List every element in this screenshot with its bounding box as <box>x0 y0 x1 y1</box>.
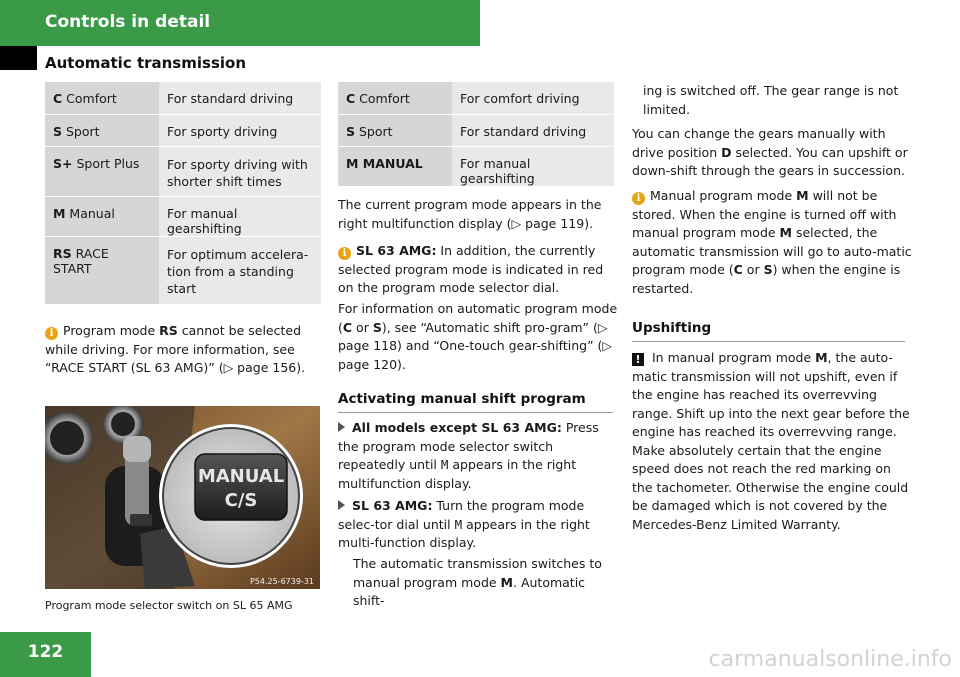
upshifting-warning: ! In manual program mode M, the auto-matic transmission will not upshift, even if the engine has reached its overrevving range. Shift up into the next gear before the engine has reached its overrevving range. Make absolutely certain that the engine speed does not reach the red marking on the tachometer. Otherwise the engine could be damaged which is not covered by the Mercedes-Benz Limited Warranty. <box>632 350 910 532</box>
table-row: S Sport For standard driving <box>338 114 614 146</box>
chapter-title: Controls in detail <box>45 12 211 32</box>
upshifting-heading: Upshifting <box>632 320 905 342</box>
arrow-right-icon <box>338 500 345 510</box>
table-row: S Sport For sporty driving <box>45 114 321 146</box>
table-row: C Comfort For comfort driving <box>338 82 614 114</box>
warning-icon: ! <box>632 353 644 366</box>
program-mode-table-right <box>338 82 614 187</box>
drive-position-paragraph: You can change the gears manually with drive position D selected. You can upshift or down-shift through the gears in succession. <box>632 126 908 178</box>
cs-button-label: C/S <box>224 490 258 511</box>
manual-mode-note: i Manual program mode M will not be stored. When the engine is turned off with manual program mode M selected, the automatic transmission will go to auto-matic program mode (C or S) when the engine is restarted. <box>632 188 912 296</box>
step-result: The automatic transmission switches to manual program mode M. Automatic shift- <box>353 556 602 608</box>
table-row: C Comfort For standard driving <box>45 82 321 114</box>
watermark: carmanualsonline.info <box>708 647 952 672</box>
info-icon: i <box>338 247 351 260</box>
step-all-models: All models except SL 63 AMG: Press the program mode selector switch repeatedly until M appears in the right multifunction display. <box>338 420 599 491</box>
info-icon: i <box>45 327 58 340</box>
table-row: S+ Sport Plus For sporty driving with shorter shift times <box>45 146 321 196</box>
display-paragraph: The current program mode appears in the right multifunction display (▷ page 119). <box>338 197 602 231</box>
program-mode-table-left <box>45 82 321 305</box>
photo-caption: Program mode selector switch on SL 65 AMG <box>45 599 293 612</box>
amg-note: i SL 63 AMG: In addition, the currently selected program mode is indicated in red on the program mode selector dial. <box>338 243 604 295</box>
page-number: 122 <box>27 642 64 662</box>
section-title: Automatic transmission <box>45 54 246 72</box>
corner-marker <box>0 46 37 70</box>
selector-switch-photo <box>45 406 320 589</box>
automatic-mode-paragraph: For information on automatic program mode (C or S), see “Automatic shift pro-gram” (▷ page 118) and “One-touch gear-shifting” (▷ page 120). <box>338 301 618 372</box>
manual-shift-heading: Activating manual shift program <box>338 391 613 413</box>
console-illustration <box>45 406 320 589</box>
image-code: P54.25-6739-31 <box>249 577 314 586</box>
info-icon: i <box>632 192 645 205</box>
table-row: M Manual For manual gearshifting <box>45 196 321 236</box>
arrow-right-icon <box>338 422 345 432</box>
step-sl63: SL 63 AMG: Turn the program mode selec-tor dial until M appears in the right multi-function display. <box>338 498 590 550</box>
manual-button-label: MANUAL <box>197 466 285 487</box>
continued-text: ing is switched off. The gear range is not limited. <box>643 83 899 117</box>
table-row: M MANUAL For manual gearshifting <box>338 146 614 186</box>
race-start-note: i Program mode RS cannot be selected while driving. For more information, see “RACE START (SL 63 AMG)” (▷ page 156). <box>45 323 306 375</box>
table-row: RS RACE START For optimum accelera-tion from a standing start <box>45 236 321 304</box>
